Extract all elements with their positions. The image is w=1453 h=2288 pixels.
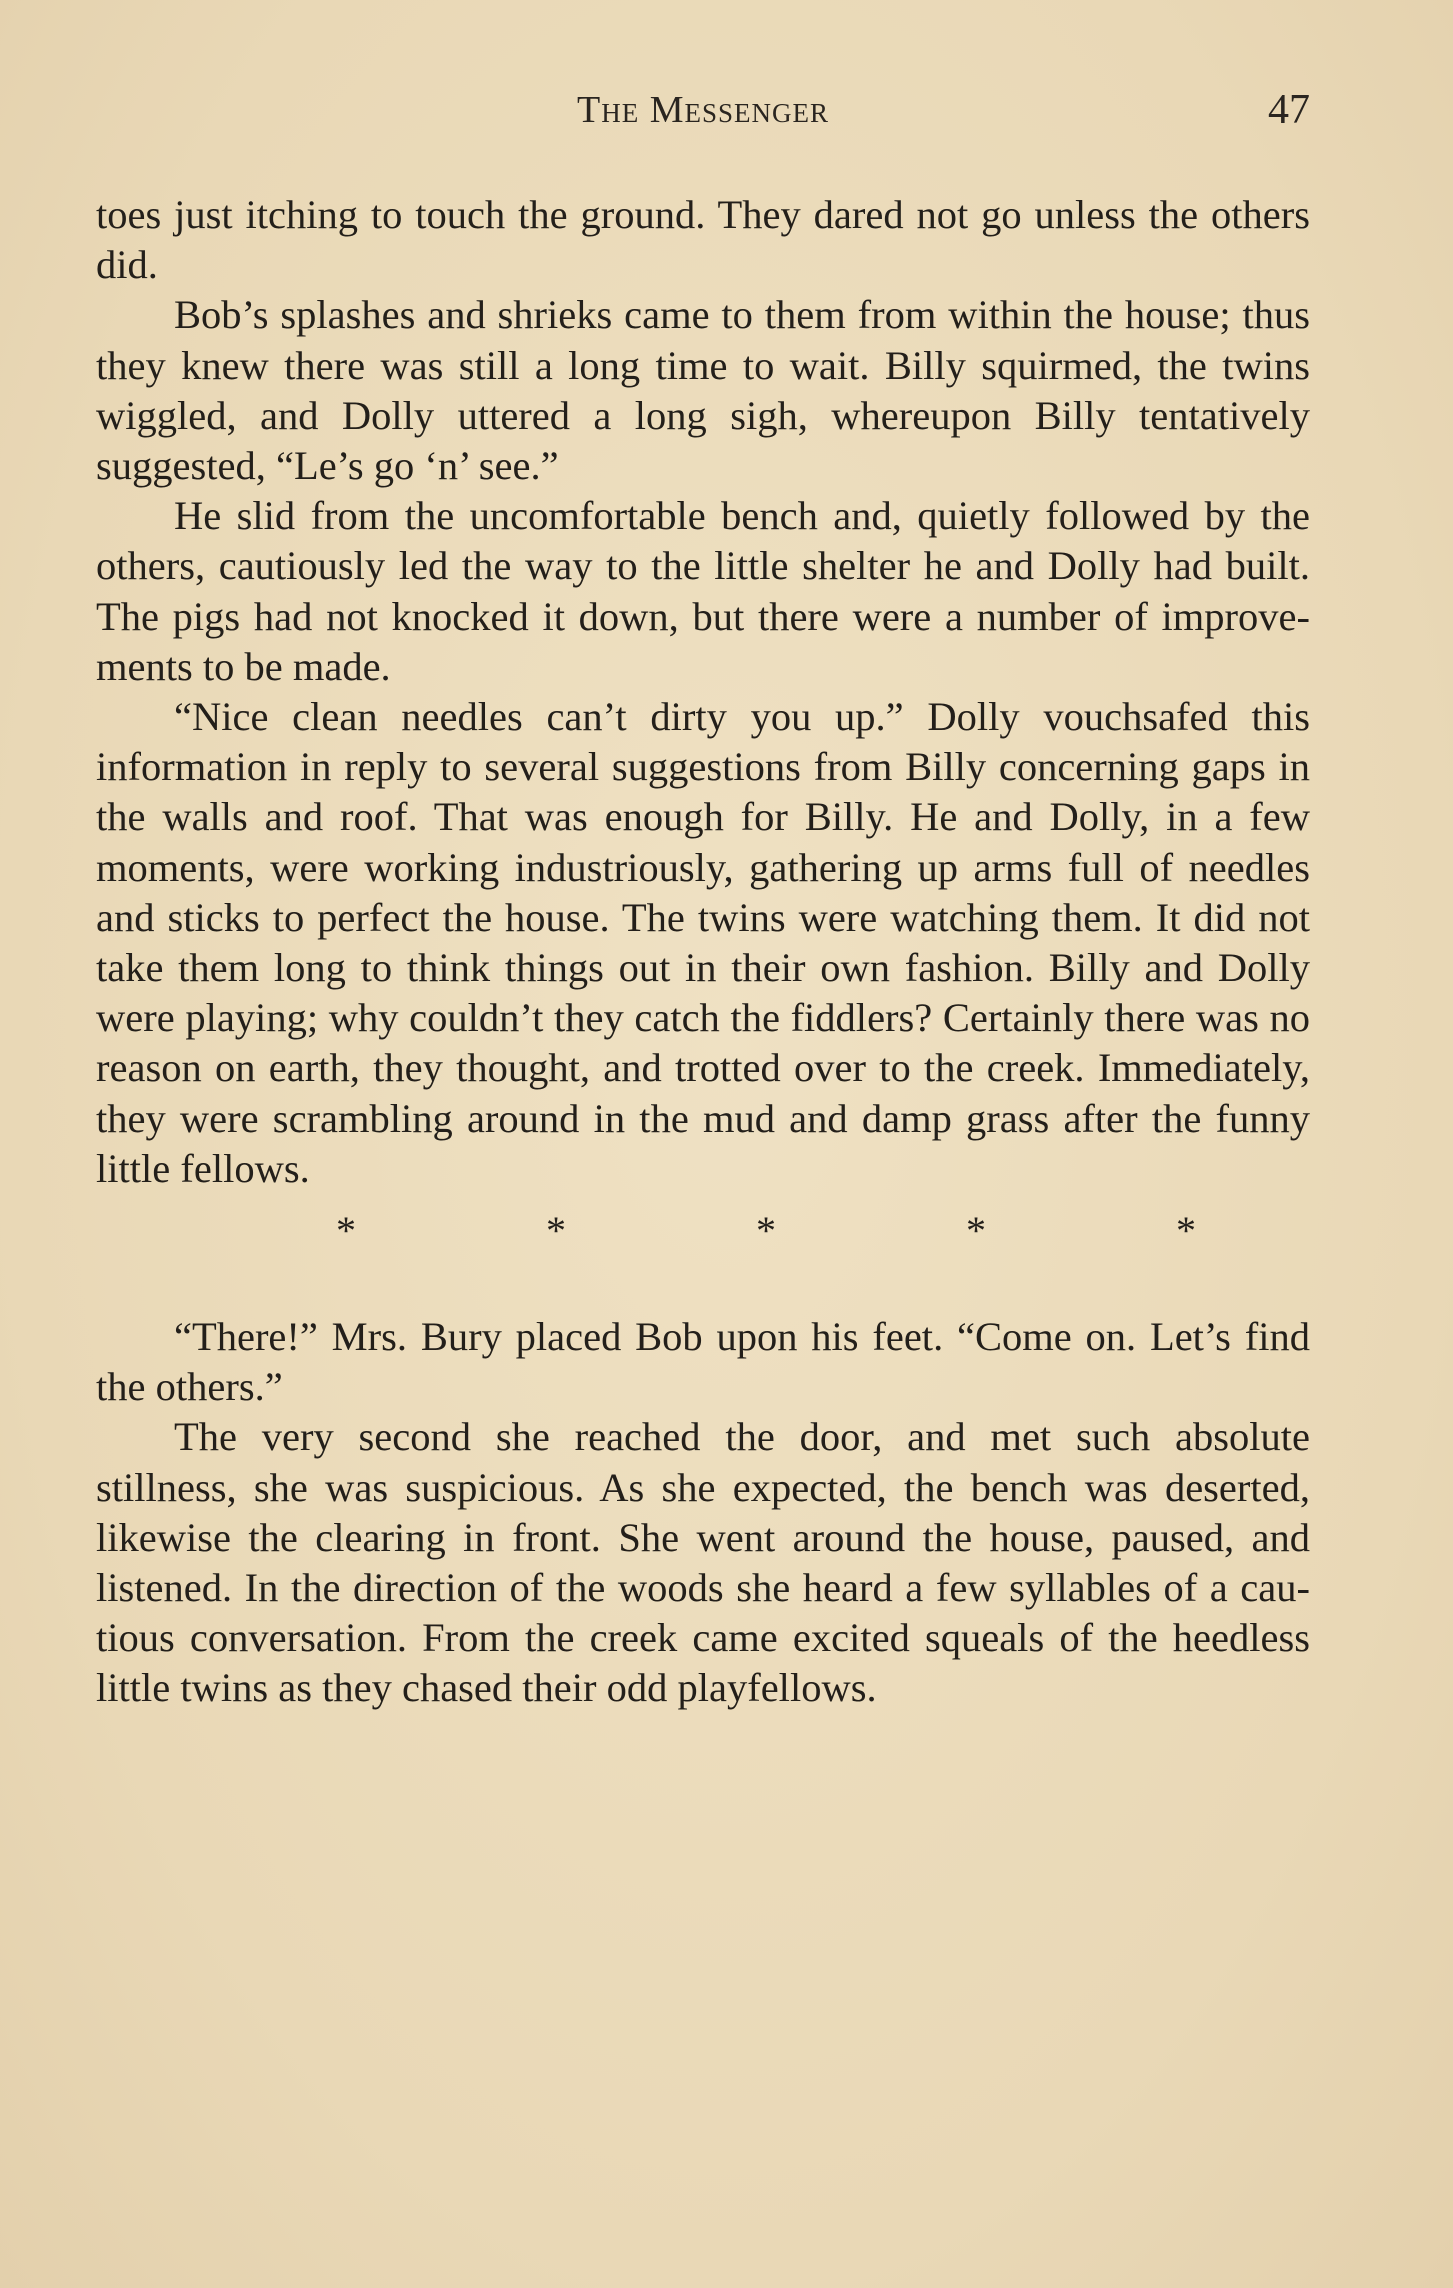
paragraph: “There!” Mrs. Bury placed Bob upon his feet. “Come on. Let’s find the others.” [96,1314,1310,1410]
section-break-asterisk: * [1176,1208,1196,1254]
paragraph: “Nice clean needles can’t dirty you up.” Dolly vouchsafed this information in reply to several suggestions from Billy concerning gaps in the walls and roof. That was enough for Billy. He and Dolly, in a few moments, were working industriously, gathering up arms full of needles and sticks to perfect the house. The twins were watching them. It did not take them long to think things out in their own fashion. Billy and Dolly were playing; why couldn’t they catch the fiddlers? Certainly there was no reason on earth, they thought, and trotted over to the creek. Immediately, they were scrambling around in the mud and damp grass after the funny little fellows. [96,694,1310,1191]
running-head: The Messenger [576,89,829,131]
paragraph: He slid from the uncomfortable bench and, quietly followed by the others, cautiously led the way to the little shelter he and Dolly had built. The pigs had not knocked it down, but there were a number of improvements to be made. [96,493,1310,689]
paragraph: toes just itching to touch the ground. They dared not go unless the others did. [96,192,1310,288]
paragraph: Bob’s splashes and shrieks came to them from within the house; thus they knew there was still a long time to wait. Billy squirmed, the twins wiggled, and Dolly uttered a long sigh, whereupon Billy tentatively suggested, “Le’s go ‘n’ see.” [96,292,1310,489]
page-header [96,88,1310,148]
page-number: 47 [1268,87,1310,133]
section-break-asterisk: * [756,1208,776,1254]
section-break-asterisk: * [336,1208,356,1254]
section-break [96,1194,1310,1312]
body-text [96,190,1310,1714]
section-break-asterisk: * [966,1208,986,1254]
section-break-asterisk: * [546,1208,566,1254]
paragraph: The very second she reached the door, and met such absolute stillness, she was suspicious. As she expected, the bench was deserted, likewise the clearing in front. She went around the house, paused, and listened. In the direction of the woods she heard a few syllables of a cautious conversation. From the creek came excited squeals of the heedless little twins as they chased their odd playfellows. [96,1414,1310,1711]
